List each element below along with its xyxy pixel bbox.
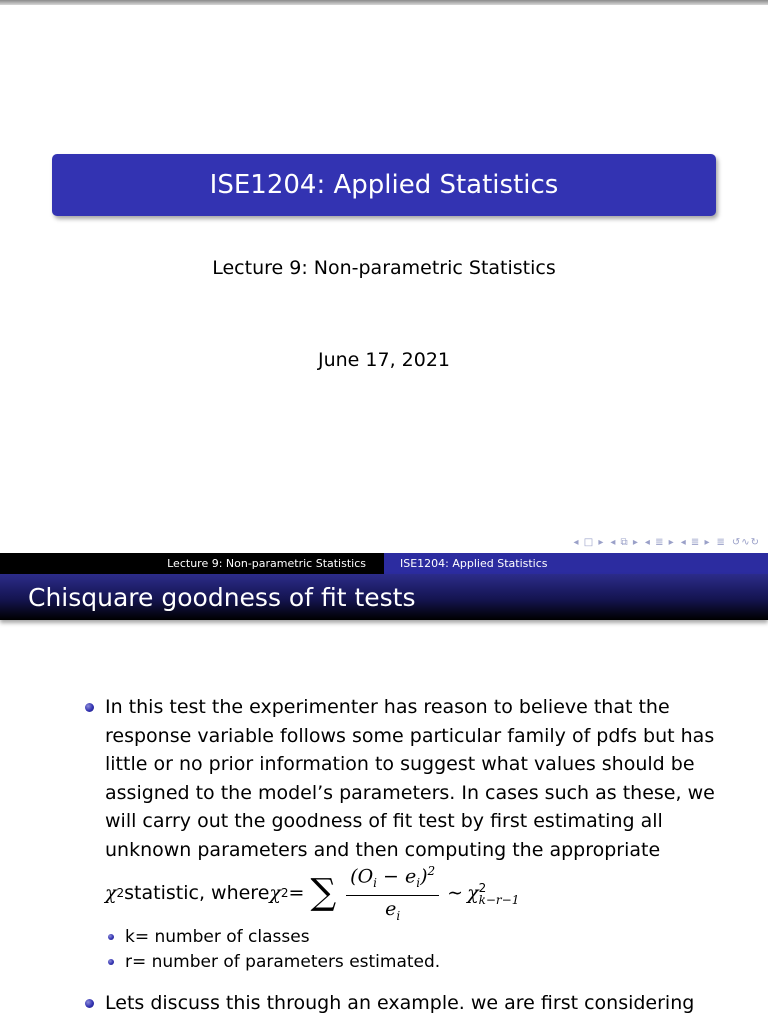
- chi-exponent: 2: [116, 886, 125, 901]
- chi-distribution: χ: [467, 882, 479, 905]
- fraction: [346, 859, 439, 929]
- presentation-title-box: [52, 154, 716, 216]
- beamer-navigation: [574, 537, 761, 548]
- headline-lecture[interactable]: Lecture 9: Non-parametric Statistics: [167, 557, 366, 570]
- chi-scripts: [479, 882, 520, 906]
- chi-symbol-2: χ: [269, 882, 281, 905]
- fraction-denominator: $e_i$: [385, 897, 401, 923]
- presentation-date: June 17, 2021: [317, 349, 451, 371]
- lecture-subtitle: Lecture 9: Non-parametric Statistics: [212, 257, 556, 279]
- chi-dist-df: k−r−1: [478, 892, 520, 907]
- sum-icon: ∑: [310, 872, 337, 914]
- headline-left: [0, 553, 384, 574]
- subsection-nav-icon[interactable]: ◂ ⧉ ▸: [610, 537, 639, 548]
- headline-course[interactable]: ISE1204: Applied Statistics: [400, 557, 548, 570]
- content-slide: [0, 553, 768, 1024]
- sub-bullet-item: [107, 925, 723, 950]
- bullet-icon: [85, 999, 94, 1008]
- bullet-line: In this test the experimenter has reason to believe that the: [105, 696, 670, 718]
- sub-bullet-item: [107, 950, 723, 975]
- bullet-icon: [85, 703, 94, 712]
- statistic-text: statistic, where: [124, 882, 270, 905]
- chi-symbol: χ: [105, 882, 117, 905]
- sub-bullet-text: r= number of parameters estimated.: [125, 951, 441, 972]
- slide-headline: [0, 553, 768, 574]
- bullet-line: assigned to the model’s parameters. In cases such as these, we: [105, 781, 715, 804]
- bullet-line: will carry out the goodness of fit test by first estimating all: [105, 810, 663, 833]
- frame-title-bar: [0, 574, 768, 620]
- sub-bullet-text: k= number of classes: [125, 926, 310, 947]
- presentation-title: ISE1204: Applied Statistics: [209, 170, 559, 200]
- distributed-as-symbol: ∼: [447, 882, 464, 905]
- bullet-line: response variable follows some particular family of pdfs but has: [105, 724, 715, 747]
- title-slide: [0, 5, 768, 553]
- bullet-item: [83, 693, 723, 923]
- chi-exponent-2: 2: [280, 886, 289, 901]
- bullet-line: Lets discuss this through an example. we are first considering: [105, 991, 695, 1014]
- sub-bullet-icon: [108, 959, 114, 965]
- bullet-item: [83, 989, 723, 1018]
- sub-bullet-list: [83, 925, 723, 975]
- sub-bullet-icon: [108, 934, 114, 940]
- bullet-line: unknown parameters and then computing the appropriate: [105, 838, 661, 861]
- frame-title: Chisquare goodness of fit tests: [28, 582, 416, 612]
- search-back-forward-icon[interactable]: ↺∿↻: [731, 537, 760, 548]
- toc-icon[interactable]: ≣: [716, 537, 726, 548]
- slide-body: [83, 693, 723, 1017]
- frame-nav-icon[interactable]: ◂ □ ▸: [573, 537, 605, 548]
- section-nav-icon[interactable]: ◂ ≣ ▸: [644, 537, 675, 548]
- chi-dist-exponent: 2: [478, 880, 487, 895]
- equals-sign: =: [288, 882, 305, 905]
- bullet-line: little or no prior information to suggest what values should be: [105, 753, 695, 776]
- document-nav-icon[interactable]: ◂ ≣ ▸: [680, 537, 711, 548]
- headline-right: [384, 553, 768, 574]
- chi-square-formula: [105, 865, 723, 923]
- fraction-numerator: $(O_i - e_i)^2$: [346, 859, 439, 896]
